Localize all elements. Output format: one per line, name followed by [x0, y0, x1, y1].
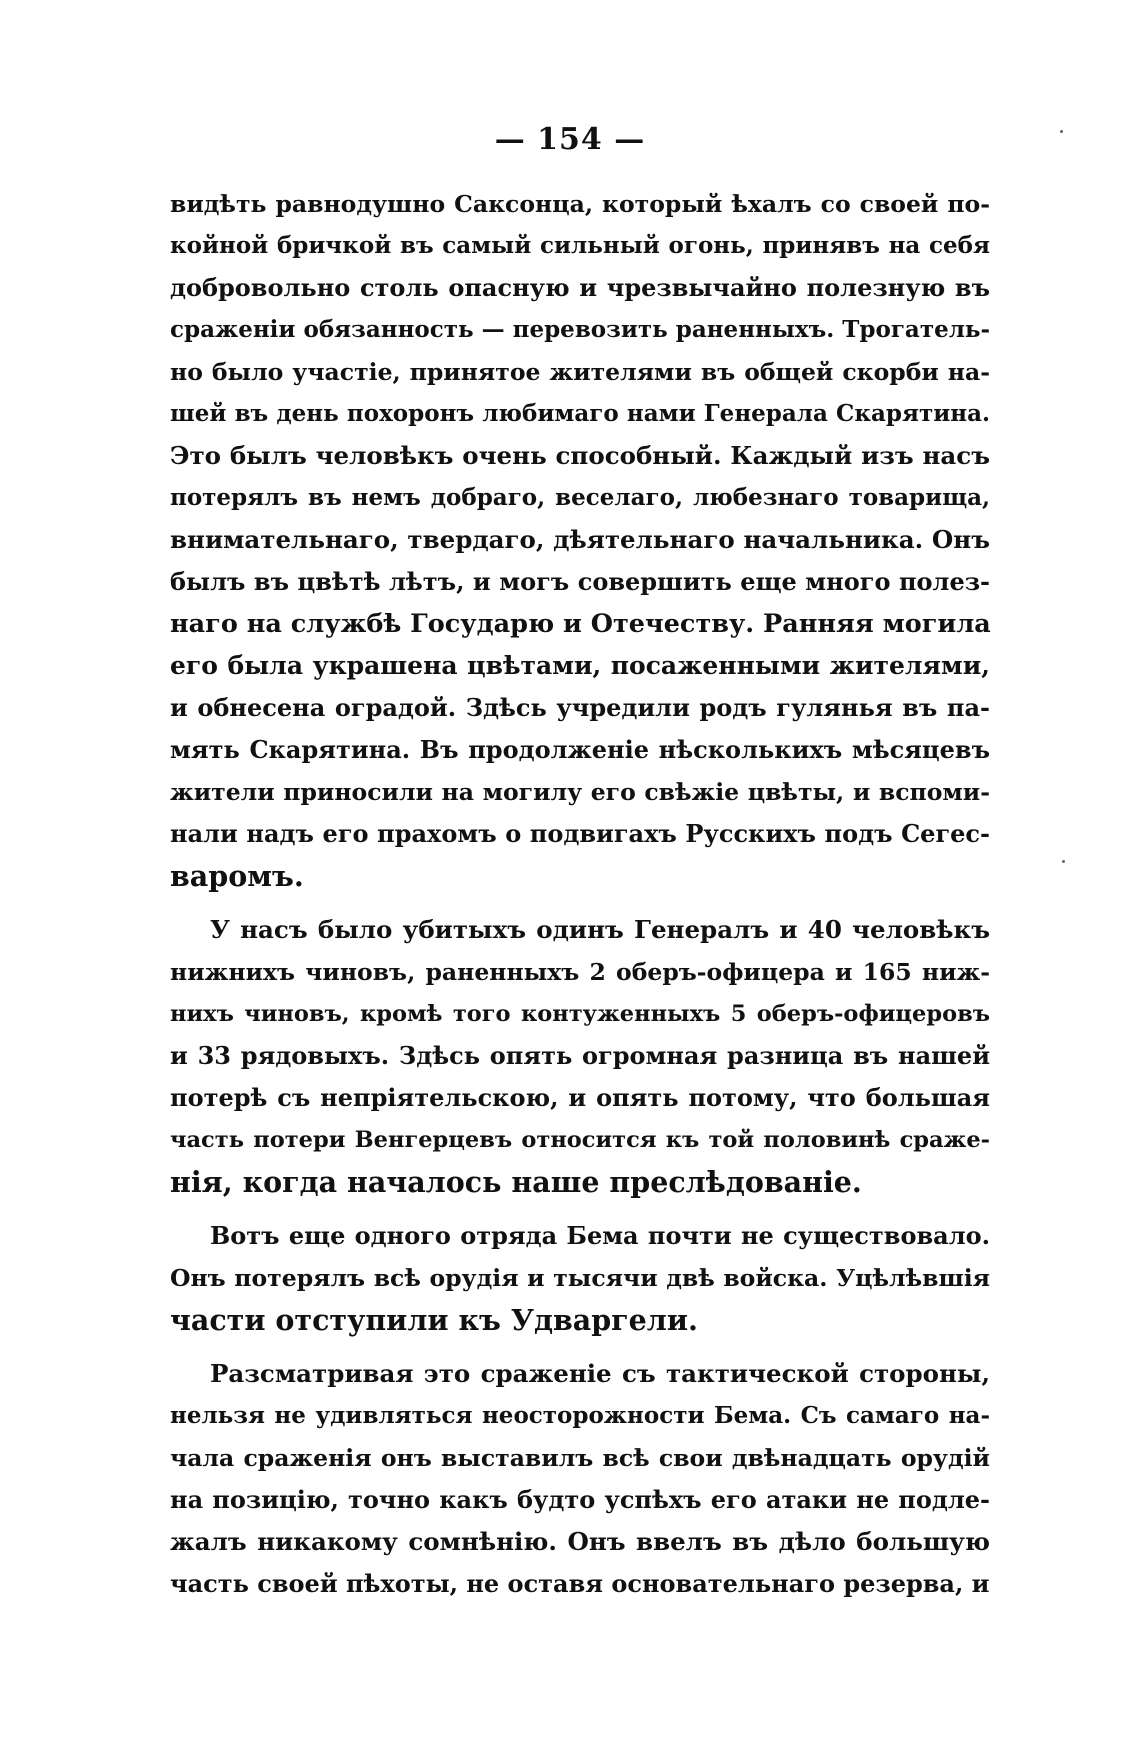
- text-line: чала сраженія онъ выставилъ всѣ свои двѣнадцать орудій: [170, 1444, 990, 1472]
- scan-speck: [1060, 130, 1063, 133]
- text-line: нали надъ его прахомъ о подвигахъ Русскихъ подъ Сегес-: [170, 819, 990, 848]
- text-line: У насъ было убитыхъ одинъ Генералъ и 40 человѣкъ: [210, 915, 990, 944]
- text-line: часть своей пѣхоты, не оставя основательнаго резерва, и: [170, 1569, 990, 1598]
- text-line: видѣть равнодушно Саксонца, который ѣхалъ со своей по-: [170, 190, 990, 218]
- text-line: нихъ чиновъ, кромѣ того контуженныхъ 5 оберъ-офицеровъ: [170, 1001, 990, 1027]
- text-line: жители приносили на могилу его свѣжіе цвѣты, и вспоми-: [170, 778, 990, 806]
- text-line: сраженіи обязанность — перевозить раненныхъ. Трогатель-: [170, 316, 991, 343]
- text-line: потерѣ съ непріятельскою, и опять потому, что большая: [170, 1083, 990, 1112]
- paragraph: [170, 183, 990, 897]
- text-line: на позицію, точно какъ будто успѣхъ его атаки не подле-: [170, 1485, 990, 1514]
- text-line: варомъ.: [170, 859, 304, 893]
- text-line: нижнихъ чиновъ, раненныхъ 2 оберъ-офицера и 165 ниж-: [170, 958, 990, 986]
- text-line: мять Скарятина. Въ продолженіе нѣсколькихъ мѣсяцевъ: [170, 735, 990, 764]
- paragraph-gap: [170, 897, 990, 909]
- text-line: Разсматривая это сраженіе съ тактической стороны,: [210, 1359, 990, 1388]
- text-line: добровольно столь опасную и чрезвычайно полезную въ: [170, 273, 990, 302]
- text-line: часть потери Венгерцевъ относится къ той половинѣ сраже-: [170, 1127, 990, 1153]
- text-line: потерялъ въ немъ добраго, веселаго, любезнаго товарища,: [170, 484, 990, 511]
- body-text: [170, 183, 990, 1605]
- text-line: наго на службѣ Государю и Отечеству. Ранняя могила: [170, 609, 991, 639]
- text-line: нельзя не удивляться неосторожности Бема. Съ самаго на-: [170, 1402, 990, 1429]
- text-line: жалъ никакому сомнѣнію. Онъ ввелъ въ дѣло большую: [170, 1527, 990, 1556]
- paragraph: [170, 1215, 990, 1341]
- text-line: внимательнаго, твердаго, дѣятельнаго начальника. Онъ: [170, 525, 990, 554]
- text-line: былъ въ цвѣтѣ лѣтъ, и могъ совершить еще много полез-: [170, 567, 990, 596]
- text-line: части отступили къ Удваргели.: [170, 1303, 698, 1337]
- text-line: и 33 рядовыхъ. Здѣсь опять огромная разница въ нашей: [170, 1041, 990, 1070]
- text-line: Онъ потерялъ всѣ орудія и тысячи двѣ войска. Уцѣлѣвшія: [170, 1264, 990, 1292]
- paragraph-gap: [170, 1341, 990, 1353]
- text-line: и обнесена оградой. Здѣсь учредили родъ гулянья въ па-: [170, 693, 990, 722]
- scan-speck: [1062, 860, 1065, 863]
- text-line: шей въ день похоронъ любимаго нами Генерала Скарятина.: [170, 400, 990, 427]
- text-line: его была украшена цвѣтами, посаженными жителями,: [170, 651, 990, 680]
- paragraph-gap: [170, 1203, 990, 1215]
- text-line: койной бричкой въ самый сильный огонь, принявъ на себя: [170, 232, 990, 259]
- text-line: нія, когда началось наше преслѣдованіе.: [170, 1165, 862, 1199]
- paragraph: [170, 909, 990, 1203]
- text-line: Вотъ еще одного отряда Бема почти не существовало.: [210, 1221, 990, 1250]
- text-line: Это былъ человѣкъ очень способный. Каждый изъ насъ: [170, 441, 990, 470]
- page-number: — 154 —: [494, 122, 646, 157]
- paragraph: [170, 1353, 990, 1605]
- text-line: но было участіе, принятое жителями въ общей скорби на-: [170, 358, 990, 386]
